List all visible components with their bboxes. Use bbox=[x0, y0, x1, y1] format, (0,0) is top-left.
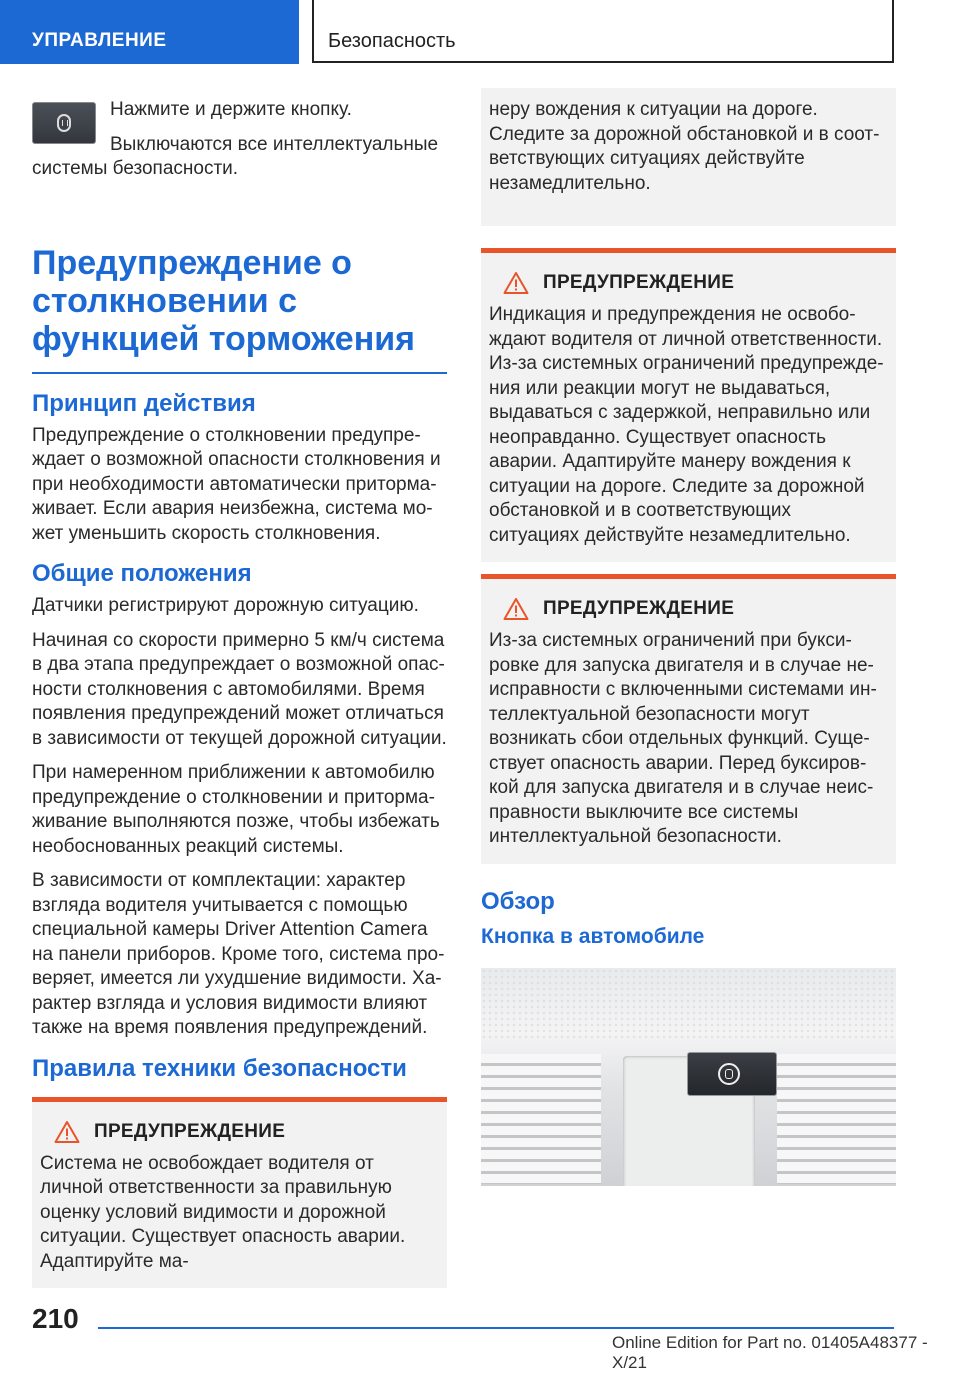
safety-button bbox=[687, 1052, 777, 1096]
warning-label: ПРЕДУПРЕЖДЕНИЕ bbox=[543, 272, 735, 293]
subsection-title: Безопасность bbox=[328, 30, 456, 52]
main-heading: Предупреждение о столкновении с функцией торможения bbox=[32, 243, 415, 358]
warning-continuation-text: неру вождения к ситуации на дороге. Следите за дорожной обстановкой и в соответствующих ситуациях действуйте незамедлительно. bbox=[489, 99, 880, 194]
button-subheading: Кнопка в автомобиле bbox=[481, 924, 705, 948]
general-heading: Общие положения bbox=[32, 560, 252, 587]
warning-text: Система не освобождает водителя от личной ответственности за правильную оценку условий видимости и дорожной ситуации. Существует опасность аварии. Адаптируйте ма- bbox=[40, 1152, 406, 1272]
air-vent-left bbox=[481, 1054, 601, 1184]
warning-text: Индикация и предупреждения не освобождают водителя от личной ответственности. Из-за системных ограничений предупреждения или реакции могут не выдаваться, выдаваться с задержкой, неправильно или неоправданно. Существует опасность аварии. Адаптируйте манеру вождения к ситуации на дороге. Следите за дорожной обстановкой и в соответствующих ситуациях действуйте незамедлительно. bbox=[489, 304, 884, 546]
vehicle-button-photo bbox=[481, 968, 896, 1186]
warning-box bbox=[481, 574, 896, 864]
subsection-header bbox=[312, 0, 894, 63]
general-text-2: Начиная со скорости примерно 5 км/ч система в два этапа предупреждает о возможной опасности столкновения с автомобилями. Время появления предупреждений может отличаться в зависимости от текущей дорожной ситуации. bbox=[32, 629, 447, 749]
warning-box bbox=[32, 1097, 447, 1289]
warning-triangle-icon bbox=[503, 597, 529, 621]
heading-divider bbox=[32, 372, 447, 374]
section-tab[interactable] bbox=[0, 0, 299, 64]
intro-instruction: Нажмите и держите кнопку. bbox=[110, 99, 352, 120]
overview-heading: Обзор bbox=[481, 887, 555, 915]
warning-box bbox=[481, 248, 896, 562]
page-number: 210 bbox=[32, 1303, 79, 1334]
warning-label: ПРЕДУПРЕЖДЕНИЕ bbox=[94, 1120, 286, 1142]
warning-continuation bbox=[481, 88, 896, 226]
warning-text: Из-за системных ограничений при буксировке для запуска двигателя и в случае неисправности с включенными системами интеллектуальной безопасности могут возникать сбои отдельных функций. Существует опасность аварии. Перед буксировкой для запуска двигателя и в случае неисправности выключите все системы интеллектуальной безопасности. bbox=[489, 630, 877, 847]
principle-text: Предупреждение о столкновении предупреждает о возможной опасности столкновения и при необходимости автоматически притормаживает. Если авария неизбежна, система может уменьшить скорость столкновения. bbox=[32, 424, 441, 544]
warning-label: ПРЕДУПРЕЖДЕНИЕ bbox=[543, 598, 735, 619]
section-title: УПРАВЛЕНИЕ bbox=[32, 30, 167, 51]
general-text-3: При намеренном приближении к автомобилю предупреждение о столкновении и притормаживание выполняются позже, чтобы избежать необоснованных реакций системы. bbox=[32, 762, 440, 857]
principle-heading: Принцип действия bbox=[32, 389, 256, 417]
driver-assist-icon bbox=[57, 114, 71, 132]
edition-note: Online Edition for Part no. 01405A48377 - X/21 bbox=[612, 1333, 928, 1372]
intro-result: Выключаются все интеллектуальные системы безопасности. bbox=[32, 133, 439, 179]
warning-triangle-icon bbox=[503, 271, 529, 295]
warning-triangle-icon bbox=[54, 1120, 80, 1144]
driver-assist-icon bbox=[718, 1063, 740, 1085]
general-text-1: Датчики регистрируют дорожную ситуацию. bbox=[32, 595, 419, 616]
left-column bbox=[32, 98, 447, 1288]
safety-button-image bbox=[32, 102, 96, 144]
footer-divider bbox=[98, 1327, 894, 1329]
general-text-4: В зависимости от комплектации: характер взгляда водителя учитывается с помощью специальной камеры Driver Attention Camera на панели приборов. Кроме того, система проверяет, имеется ли ухудшение видимости. Характер взгляда и условия видимости влияют также на время появления предупреждений. bbox=[32, 870, 445, 1038]
speaker-grille bbox=[481, 968, 896, 1038]
air-vent-right bbox=[777, 1054, 896, 1184]
safety-heading: Правила техники безопасности bbox=[32, 1054, 407, 1082]
right-column bbox=[481, 98, 896, 1186]
